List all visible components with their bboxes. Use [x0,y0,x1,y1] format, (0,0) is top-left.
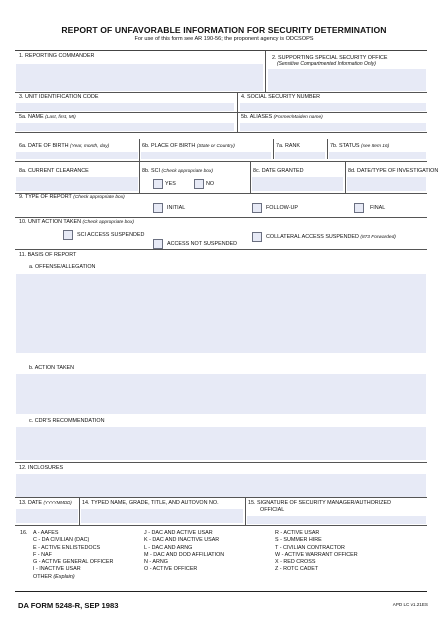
inclosures-label: 12. INCLOSURES [19,465,64,471]
footer-rule [15,591,427,592]
current-clearance-field[interactable] [16,177,138,191]
status-code-i: I - INACTIVE USAR [33,566,81,573]
date-granted-label: 8c. DATE GRANTED [253,168,304,174]
form-subtitle: For use of this form see AR 190-56; the proponent agency is ODCSOPS [134,36,314,42]
status-codes-number: 16. [20,530,28,536]
current-clearance-label: 8a. CURRENT CLEARANCE [19,168,89,174]
name-label: 5a. NAME (Last, first, MI) [19,114,76,120]
unit-id-code-label: 3. UNIT IDENTIFICATION CODE [19,94,99,100]
supporting-office-field[interactable] [268,69,426,91]
action-taken-label: b. ACTION TAKEN [29,365,75,371]
dob-field[interactable] [16,152,138,159]
status-label: 7b. STATUS (see Item 16) [330,143,390,149]
type-final-label: FINAL [370,205,386,211]
sci-access-suspended-checkbox[interactable] [63,230,73,240]
pob-field[interactable] [141,152,271,159]
status-codes-col3 [275,530,358,574]
cdr-recommendation-label: c. CDR'S RECOMMENDATION [29,418,105,424]
basis-of-report-label: 11. BASIS OF REPORT [19,252,77,258]
signature-label-1: 15. SIGNATURE OF SECURITY MANAGER/AUTHORIZED [248,500,391,506]
rank-label: 7a. RANK [276,143,300,149]
signature-field[interactable] [247,516,426,524]
sci-yes-checkbox[interactable] [153,179,163,189]
type-initial-label: INITIAL [167,205,186,211]
sci-no-checkbox[interactable] [194,179,204,189]
status-code-g: G - ACTIVE GENERAL OFFICER [33,559,114,566]
unit-action-label: 10. UNIT ACTION TAKEN (Check appropriate box) [19,219,134,225]
status-codes-col2 [144,530,224,574]
status-code-k: K - DAC AND INACTIVE USAR [144,537,220,544]
form-version: APD LC v1.21ES [392,602,428,607]
aliases-field[interactable] [240,123,426,131]
status-code-t: T - CIVILIAN CONTRACTOR [275,544,345,551]
reporting-commander-field[interactable] [16,64,263,91]
supporting-office-label: 2. SUPPORTING SPECIAL SECURITY OFFICE [272,55,388,61]
rank-field[interactable] [275,152,325,159]
date-field[interactable] [16,509,78,523]
status-code-w: W - ACTIVE WARRANT OFFICER [275,551,358,558]
ssn-field[interactable] [240,103,426,111]
status-field[interactable] [329,152,426,159]
unit-id-code-field[interactable] [16,103,234,111]
status-code-z: Z - ROTC CADET [275,566,319,573]
form-title: REPORT OF UNFAVORABLE INFORMATION FOR SECURITY DETERMINATION [61,25,387,35]
supporting-office-note: (Sensitive Compartmented Information Only) [277,61,376,67]
status-code-l: L - DAC AND ARNG [144,544,193,551]
access-not-suspended-label: ACCESS NOT SUSPENDED [167,241,237,247]
date-type-investigation-label: 8d. DATE/TYPE OF INVESTIGATION [348,168,439,174]
pob-label: 6b. PLACE OF BIRTH (State or Country) [142,143,235,149]
sci-label: 8b. SCI (Check appropriate box) [142,168,213,174]
status-codes-col1 [33,530,113,581]
type-followup-label: FOLLOW-UP [266,205,298,211]
status-code-m: M - DAC AND DOD AFFILIATION [144,551,225,558]
signature-label-2: OFFICIAL [260,507,285,513]
status-code-j: J - DAC AND ACTIVE USAR [144,530,213,536]
action-taken-field[interactable] [16,374,426,414]
status-code-s: S - SUMMER HIRE [275,537,322,544]
offense-field[interactable] [16,274,426,353]
date-label: 13. DATE (YYYYMMDD) [19,500,72,506]
type-initial-checkbox[interactable] [153,203,163,213]
status-code-e: E - ACTIVE ENLISTEDOCS [33,544,101,551]
sci-yes-label: YES [165,181,176,187]
status-code-c: C - DA CIVILIAN (DAC) [33,537,90,544]
ssn-label: 4. SOCIAL SECURITY NUMBER [241,94,321,100]
dob-label: 6a. DATE OF BIRTH (Year, month, day) [19,143,110,149]
aliases-label: 5b. ALIASES (Former/Maiden name) [241,114,323,120]
sci-no-label: NO [206,181,215,187]
status-code-a: A - AAFES [33,530,59,536]
access-not-suspended-checkbox[interactable] [153,239,163,249]
cdr-recommendation-field[interactable] [16,427,426,460]
sci-access-suspended-label: SCI ACCESS SUSPENDED [77,232,145,238]
security-form [15,50,439,525]
status-code-n: N - ARNG [144,559,168,566]
type-followup-checkbox[interactable] [252,203,262,213]
type-final-checkbox[interactable] [354,203,364,213]
inclosures-field[interactable] [16,474,426,498]
status-code-x: X - RED CROSS [275,559,316,566]
status-code-other: OTHER (Explain) [33,573,75,580]
typed-name-field[interactable] [81,509,243,523]
form-number: DA FORM 5248-R, SEP 1983 [18,601,119,610]
date-type-investigation-field[interactable] [347,177,426,191]
offense-label: a. OFFENSE/ALLEGATION [29,264,96,270]
typed-name-label: 14. TYPED NAME, GRADE, TITLE, AND AUTOVON NO. [82,500,219,506]
status-code-o: O - ACTIVE OFFICER [144,566,198,573]
status-code-f: F - NAF [33,551,52,558]
date-granted-field[interactable] [252,177,343,191]
name-field[interactable] [16,123,234,131]
collateral-suspended-label: COLLATERAL ACCESS SUSPENDED (873 Forwarded) [266,234,396,240]
status-code-r: R - ACTIVE USAR [275,530,320,536]
collateral-suspended-checkbox[interactable] [252,232,262,242]
type-report-label: 9. TYPE OF REPORT (Check appropriate box) [19,194,125,200]
reporting-commander-label: 1. REPORTING COMMANDER [19,53,95,59]
